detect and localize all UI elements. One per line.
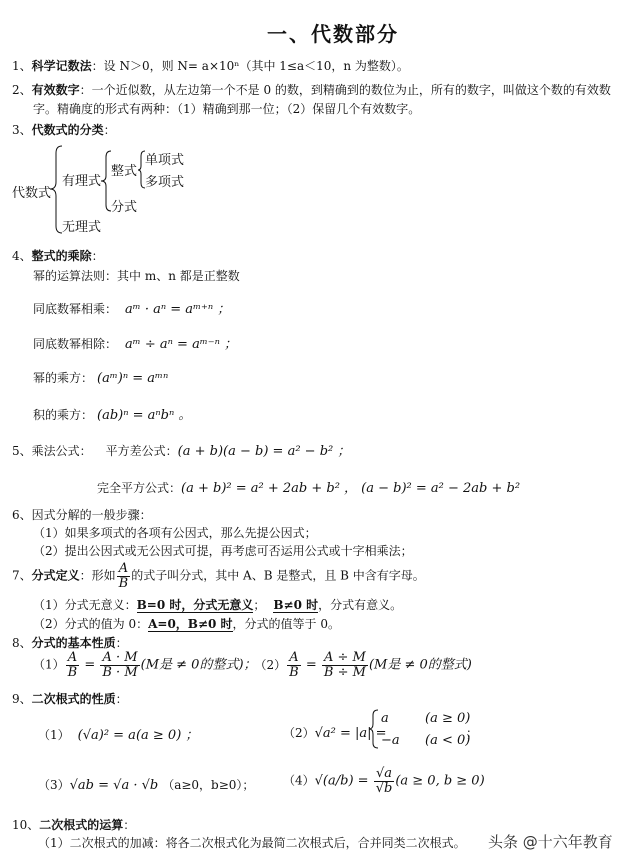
tree-root: 代数式: [12, 186, 52, 201]
section-number: 5、: [12, 444, 32, 458]
tree-rational: 有理式: [62, 174, 102, 189]
section-heading: 分式定义: [31, 568, 80, 583]
case-negative: −a: [381, 733, 400, 748]
power-item: 同底数幂相乘： aᵐ · aⁿ = aᵐ⁺ⁿ ；: [33, 302, 231, 317]
tree-polynomial: 多项式: [145, 175, 185, 190]
section-text: ：一个近似数，从左边第一个不是 0 的数，到精确到的数位为止，所有的数字，叫做这个数的有效数: [79, 83, 611, 97]
section-heading: 分式的基本性质: [31, 636, 116, 650]
tree-integral: 整式: [111, 164, 138, 179]
radical-property-2: （2）√a² = |a| =: [283, 726, 387, 741]
perfect-square: 完全平方公式：(a + b)² = a² + 2ab + b² ， (a − b)² = a² − 2ab + b²: [97, 481, 521, 496]
semicolon: ；: [466, 726, 479, 740]
section-number: 8、: [12, 636, 32, 650]
section-heading: 二次根式的性质: [31, 692, 116, 706]
fraction-a-over-b: $\frac{A}{B}$: [118, 561, 129, 591]
cond-negative: (a < 0): [425, 733, 471, 748]
fraction-undefined: （1）分式无意义：B=0 时，分式无意义； B≠0 时，分式有意义。: [33, 598, 403, 612]
section-heading: 整式的乘除: [31, 249, 92, 263]
section-5: 5、乘法公式： 平方差公式：(a + b)(a − b) = a² − b² ；: [12, 444, 351, 459]
tree-monomial: 单项式: [145, 153, 185, 168]
power-item: 积的乘方： (ab)ⁿ = aⁿbⁿ 。: [33, 408, 192, 423]
radical-property-4: （4）√(a/b) = $\frac{√a}{√b}$ (a ≥ 0, b ≥ 0): [283, 766, 485, 796]
fraction-zero: （2）分式的值为 0：A=0，B≠0 时，分式的值等于 0。: [33, 617, 340, 631]
power-rule: 幂的运算法则：其中 m、n 都是正整数: [33, 269, 240, 283]
case-positive: a: [381, 711, 389, 726]
section-heading: 有效数字: [31, 83, 80, 97]
section-number: 10、: [12, 818, 40, 832]
watermark: 头条 @十六年教育: [488, 833, 613, 851]
section-number: 1、: [12, 59, 32, 73]
section-number: 3、: [12, 123, 32, 137]
section-heading: 科学记数法: [31, 59, 92, 73]
radical-property-3: （3）√ab = √a · √b （a≥0，b≥0）；: [38, 778, 255, 793]
section-number: 4、: [12, 249, 32, 263]
section-heading: 因式分解的一般步骤：: [31, 508, 152, 522]
section-number: 9、: [12, 692, 32, 706]
section-number: 7、: [12, 568, 32, 583]
fraction-property: （1） $\frac{A}{B}$ = $\frac{A \cdot M}{B \cdot M}$ (M是 ≠ 0的整式)； （2） $\frac{A}{B}$ = $\frac{A \div M}{B \div M}$ (M是 ≠ 0的整式): [33, 650, 472, 680]
list-item: （2）提出公因式或无公因式可提，再考虑可否运用公式或十字相乘法；: [33, 544, 413, 558]
cond-positive: (a ≥ 0): [425, 711, 471, 726]
power-item: 同底数幂相除： aᵐ ÷ aⁿ = aᵐ⁻ⁿ ；: [33, 337, 238, 352]
list-item: （1）二次根式的加减：将各二次根式化为最简二次根式后，合并同类二次根式。: [38, 836, 466, 850]
section-number: 6、: [12, 508, 32, 522]
section-text: ：设 N＞0，则 N= a×10ⁿ（其中 1≤a＜10，n 为整数）。: [91, 59, 409, 73]
section-heading: 二次根式的运算: [39, 818, 124, 832]
section-7: 7、分式定义：形如 $\frac{A}{B}$ 的式子叫分式，其中 A、B 是整式，且 B 中含有字母。: [12, 561, 425, 591]
section-2-line2: 字。精确度的形式有两种：（1）精确到那一位；（2）保留几个有效数字。: [33, 102, 421, 116]
list-item: （1）如果多项式的各项有公因式，那么先提公因式；: [33, 526, 317, 540]
radical-property-1: （1） (√a)² = a(a ≥ 0) ；: [38, 728, 199, 743]
section-heading: 乘法公式：: [31, 444, 92, 458]
section-8: 8、分式的基本性质：: [12, 636, 128, 650]
section-10: 10、二次根式的运算：: [12, 818, 136, 832]
section-9: 9、二次根式的性质：: [12, 692, 128, 706]
page-title: 一、代数部分: [267, 22, 399, 46]
tree-irrational: 无理式: [62, 220, 102, 235]
section-number: 2、: [12, 83, 32, 97]
section-3: 3、代数式的分类：: [12, 123, 116, 137]
tree-fractional: 分式: [111, 200, 138, 215]
section-heading: 代数式的分类: [31, 123, 104, 137]
power-item: 幂的乘方： (aᵐ)ⁿ = aᵐⁿ: [33, 371, 169, 386]
section-4: 4、整式的乘除：: [12, 249, 104, 263]
